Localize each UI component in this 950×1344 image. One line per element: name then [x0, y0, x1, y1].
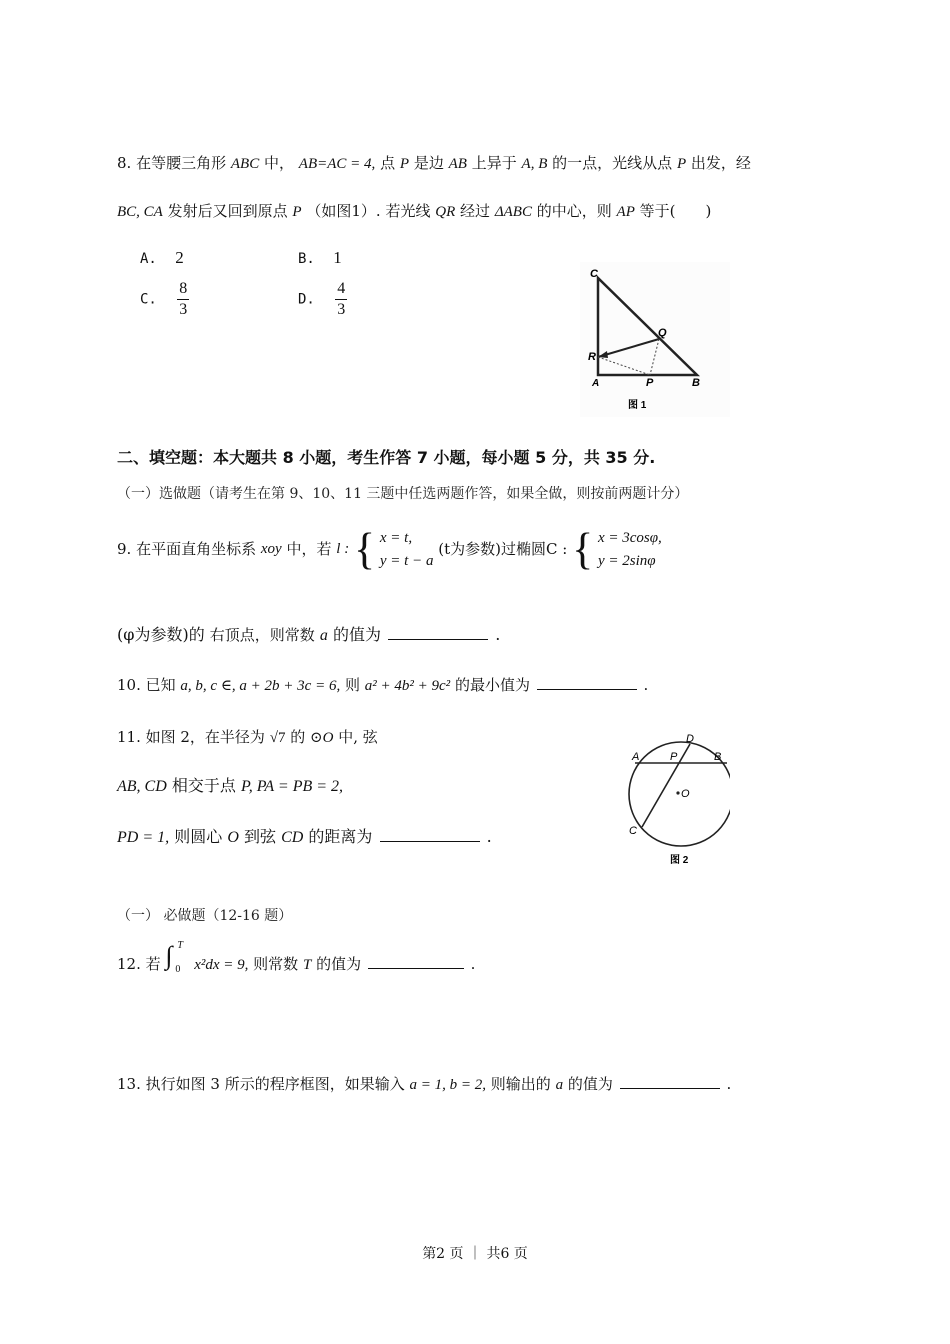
- q9-eq: x = t,: [379, 530, 413, 546]
- q9-system-l: [380, 527, 434, 572]
- q8-math: AP: [616, 204, 635, 220]
- q9-line2: [117, 627, 500, 644]
- numerator: 4: [335, 280, 347, 300]
- section-2-heading: 二、填空题：本大题共 8 小题，考生作答 7 小题，每小题 5 分，共 35 分.: [117, 448, 656, 467]
- q13-text: .: [726, 1075, 732, 1093]
- brace-left-icon: {: [353, 524, 376, 574]
- q8-text: 上异于: [471, 154, 517, 172]
- q8-math: A, B: [521, 156, 548, 172]
- label-c: C: [590, 268, 598, 280]
- numerator: 8: [177, 280, 189, 300]
- q9-text: 中，若: [286, 540, 332, 558]
- q9-text: (t为参数)过椭圆C :: [438, 540, 568, 558]
- option-d-fraction: [335, 280, 347, 319]
- answer-blank[interactable]: [620, 1087, 720, 1089]
- q8-math: P: [399, 156, 410, 172]
- integral-upper: T: [177, 940, 183, 951]
- q10-text: 则: [344, 676, 360, 694]
- option-label: C.: [140, 291, 157, 308]
- q11-text: .: [486, 827, 492, 846]
- label-b: B: [692, 377, 700, 389]
- q11-text: 相交于点: [171, 776, 236, 795]
- integral: [165, 940, 189, 975]
- q8-text: 8. 在等腰三角形: [117, 154, 227, 172]
- q11-math: √7: [269, 730, 286, 746]
- q8-math: QR: [435, 204, 456, 220]
- label-a: A: [592, 378, 600, 389]
- figure-2: [618, 730, 730, 870]
- q13-text: 的值为: [567, 1075, 613, 1093]
- option-c-fraction: [177, 280, 189, 319]
- q8-math: P: [292, 204, 302, 220]
- q8-text: 的一点，光线从点: [552, 154, 673, 172]
- option-c: [140, 280, 189, 319]
- q13-line: [117, 1077, 731, 1093]
- q11-math: P, PA = PB = 2,: [240, 778, 344, 795]
- q10-math: a, b, c ∈, a + 2b + 3c = 6,: [180, 678, 341, 694]
- brace-left-icon: {: [572, 524, 594, 574]
- answer-blank[interactable]: [388, 638, 488, 640]
- label-b: B: [714, 751, 722, 763]
- q10-math: a² + 4b² + 9c²: [364, 678, 451, 694]
- q9-line1: [117, 524, 662, 574]
- q8-text: 点: [380, 154, 396, 172]
- figure-1-caption: 图 1: [628, 400, 647, 411]
- answer-blank[interactable]: [537, 688, 637, 690]
- q8-text: 的中心，则: [536, 202, 612, 220]
- q12-line: [117, 940, 476, 975]
- q10-line: [117, 678, 648, 694]
- q9-text: 的值为: [333, 625, 382, 644]
- q8-math: ΔABC: [494, 204, 532, 220]
- q11-line2: [117, 778, 343, 795]
- section-required-heading: （一） 必做题（12-16 题）: [117, 908, 293, 924]
- option-label: B.: [298, 251, 315, 267]
- q12-text: 的值为: [316, 955, 362, 973]
- q8-math: AB: [448, 156, 467, 172]
- q12-math: x²dx = 9,: [194, 957, 249, 973]
- q9-math: a: [319, 627, 328, 644]
- integral-sign-icon: ∫: [165, 941, 173, 970]
- q8-text: 是边: [413, 154, 444, 172]
- q8-text: 发射后又回到原点: [167, 202, 288, 220]
- q8-text: 中，: [264, 154, 295, 172]
- center-dot: [676, 791, 679, 794]
- figure-2-caption: 图 2: [670, 855, 689, 866]
- denominator: 3: [179, 301, 188, 318]
- q12-math: T: [302, 957, 312, 973]
- q8-line1: [117, 156, 751, 172]
- answer-blank[interactable]: [368, 967, 464, 969]
- option-a: [140, 248, 184, 268]
- q9-text: .: [495, 625, 501, 644]
- figure-1: [580, 262, 730, 417]
- q8-text: 出发，经: [690, 154, 751, 172]
- option-b: [298, 248, 342, 268]
- option-label: A.: [140, 251, 157, 267]
- option-d: [298, 280, 347, 319]
- page-footer: 第2 页 ｜ 共6 页: [422, 1246, 528, 1262]
- label-a: A: [632, 751, 640, 763]
- q8-text: 经过: [460, 202, 491, 220]
- q11-text: 的距离为: [308, 827, 373, 846]
- label-d: D: [686, 733, 694, 745]
- q11-text: 11. 如图 2，在半径为: [117, 728, 265, 746]
- q8-line2: [117, 204, 711, 220]
- integral-lower: 0: [175, 964, 181, 975]
- q8-text: 等于( ): [639, 202, 712, 220]
- q11-line3: [117, 829, 492, 846]
- q9-text: 右顶点，则常数: [209, 626, 315, 644]
- q9-eq: x = 3cosφ,: [597, 530, 662, 546]
- q10-text: 的最小值为: [454, 676, 530, 694]
- option-label: D.: [298, 291, 315, 308]
- label-c: C: [629, 825, 637, 837]
- answer-blank[interactable]: [380, 840, 480, 842]
- q11-math: PD = 1,: [117, 829, 170, 846]
- label-p: P: [646, 377, 654, 389]
- section-optional-note: （一）选做题（请考生在第 9、10、11 三题中任选两题作答，如果全做，则按前两题计分）: [117, 486, 689, 502]
- q8-math: ABC: [230, 156, 260, 172]
- q11-text: 中, 弦: [338, 728, 378, 746]
- q13-text: 则输出的: [490, 1075, 551, 1093]
- q11-math: ⊙O: [310, 730, 334, 746]
- q9-math: l :: [336, 541, 350, 557]
- q9-math: xoy: [260, 541, 282, 557]
- label-r: R: [588, 351, 596, 363]
- q12-text: .: [470, 955, 476, 973]
- chord-cd: [642, 744, 690, 827]
- denominator: 3: [337, 301, 346, 318]
- q8-math: AB=AC = 4,: [298, 156, 376, 172]
- label-p: P: [670, 751, 678, 763]
- q11-math: CD: [281, 829, 304, 846]
- q8-text: （如图1）. 若光线: [306, 202, 431, 220]
- label-o: O: [681, 788, 690, 800]
- q10-text: 10. 已知: [117, 676, 176, 694]
- q10-text: .: [643, 676, 649, 694]
- q13-math: a: [555, 1077, 564, 1093]
- q11-line1: [117, 730, 378, 746]
- q12-text: 则常数: [253, 955, 299, 973]
- q9-system-c: [598, 527, 662, 572]
- label-q: Q: [658, 327, 667, 339]
- q11-text: 到弦: [243, 827, 276, 846]
- q11-math: AB, CD: [117, 778, 167, 795]
- q11-math: O: [227, 829, 239, 846]
- option-value: 2: [175, 248, 184, 267]
- q9-eq: y = 2sinφ: [597, 552, 656, 569]
- q9-text: 9. 在平面直角坐标系: [117, 540, 257, 558]
- q11-text: 则圆心: [174, 827, 223, 846]
- q8-math: BC, CA: [117, 204, 163, 220]
- q8-math: P: [676, 156, 687, 172]
- q9-eq: y = t − a: [379, 552, 434, 569]
- q13-text: 13. 执行如图 3 所示的程序框图，如果输入: [117, 1075, 405, 1093]
- option-value: 1: [333, 248, 342, 267]
- q13-math: a = 1, b = 2,: [409, 1077, 486, 1093]
- q9-text: (φ为参数)的: [117, 625, 205, 644]
- q11-text: 的: [290, 728, 306, 746]
- q12-text: 12. 若: [117, 955, 161, 973]
